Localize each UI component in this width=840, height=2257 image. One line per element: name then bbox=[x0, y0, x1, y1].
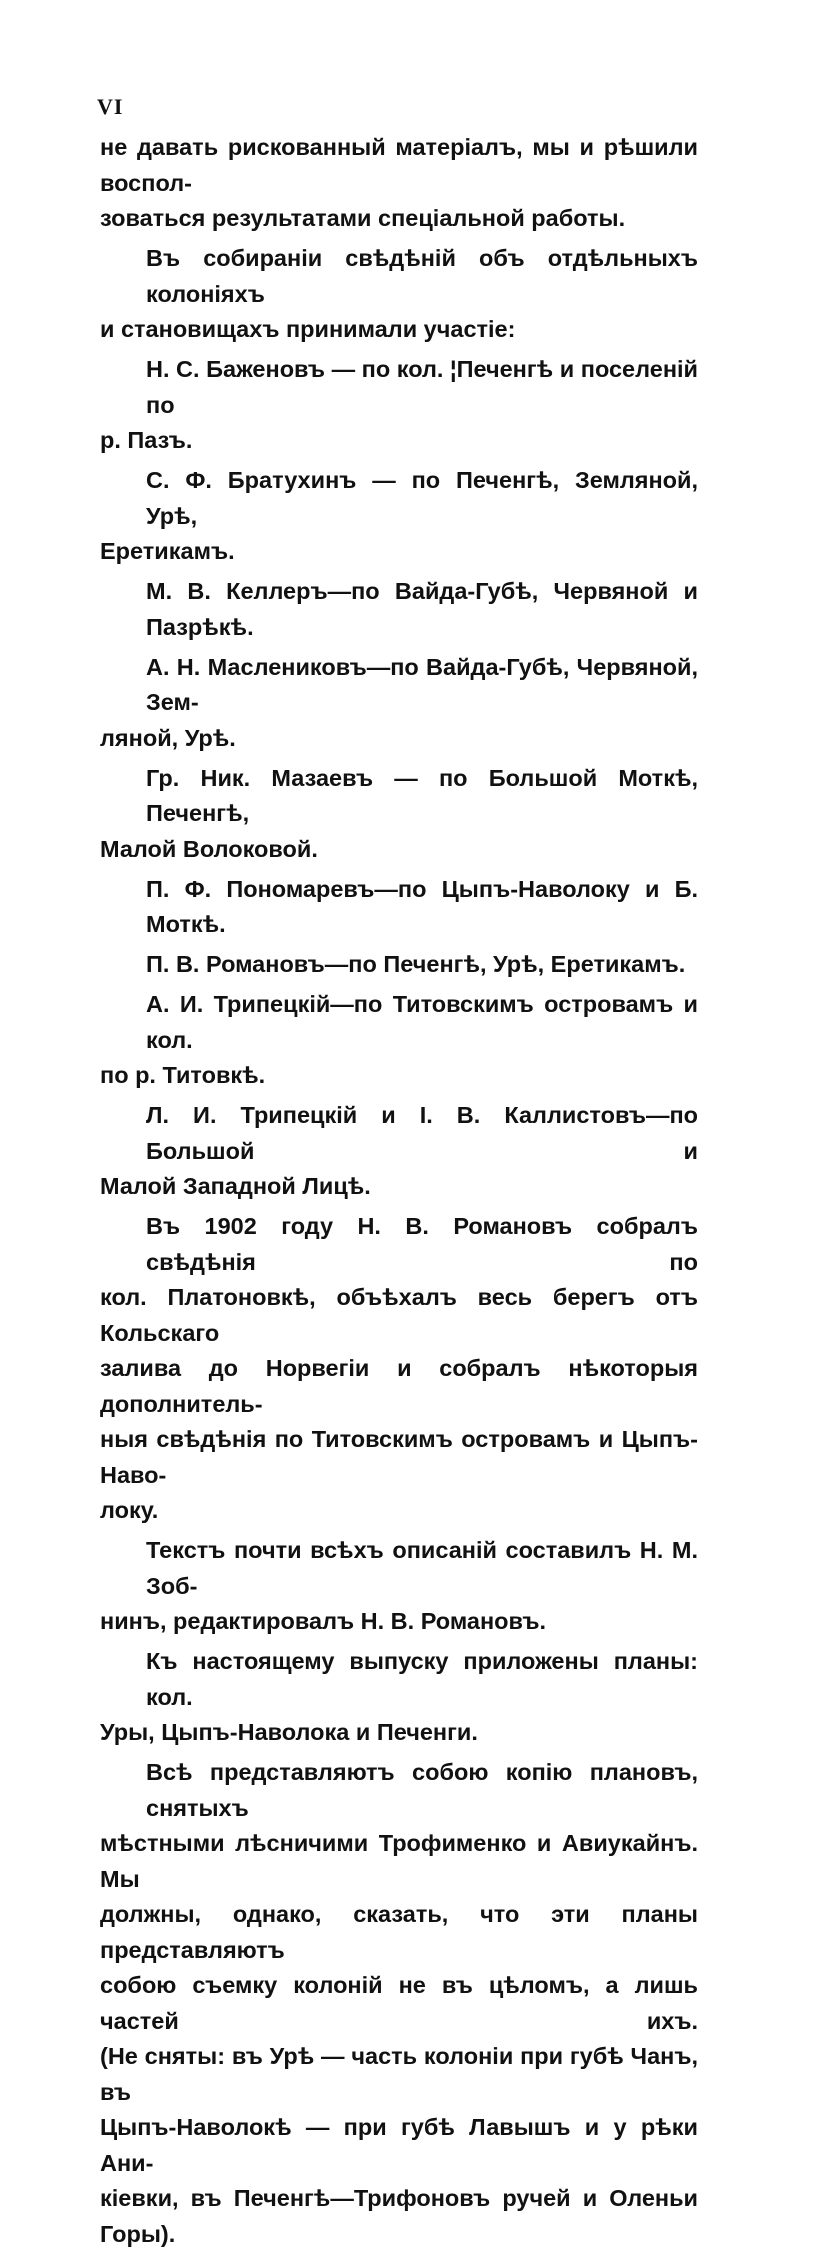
text-line: Малой Западной Лицѣ. bbox=[100, 1173, 371, 1199]
text-line: Въ 1902 году Н. В. Романовъ собралъ свѣдѣнія по bbox=[146, 1213, 698, 1275]
text-line: по р. Титовкѣ. bbox=[100, 1062, 266, 1088]
text-line: мѣстными лѣсничими Трофименко и Авиукайнъ. Мы bbox=[100, 1830, 698, 1892]
text-line: Текстъ почти всѣхъ описаній составилъ Н. М. Зоб- bbox=[146, 1537, 698, 1599]
paragraph bbox=[100, 987, 698, 1094]
text-line: Къ настоящему выпуску приложены планы: кол. bbox=[146, 1648, 698, 1710]
text-line: и становищахъ принимали участіе: bbox=[100, 316, 516, 342]
text-line: нинъ, редактировалъ Н. В. Романовъ. bbox=[100, 1608, 547, 1634]
paragraph bbox=[100, 1533, 698, 1640]
paragraph bbox=[100, 1755, 698, 2252]
text-line: ляной, Урѣ. bbox=[100, 724, 236, 751]
paragraph bbox=[100, 463, 698, 570]
text-line: должны, однако, сказать, что эти планы представляютъ bbox=[100, 1901, 698, 1963]
text-line: ныя свѣдѣнія по Титовскимъ островамъ и Цыпъ-Наво- bbox=[100, 1426, 698, 1488]
text-line: Цыпъ-Наволокѣ — при губѣ Лавышъ и у рѣки Ани- bbox=[100, 2114, 698, 2176]
text-line: М. В. Келлеръ—по Вайда-Губѣ, Червяной и Пазрѣкѣ. bbox=[146, 578, 698, 640]
text-line: Уры, Цыпъ-Наволока и Печенги. bbox=[100, 1719, 478, 1745]
text-line: локу. bbox=[100, 1497, 159, 1523]
paragraph bbox=[100, 650, 698, 757]
text-line: Въ собираніи свѣдѣній объ отдѣльныхъ колоніяхъ bbox=[146, 245, 698, 307]
paragraph bbox=[100, 352, 698, 459]
paragraph bbox=[100, 241, 698, 348]
text-line: Малой Волоковой. bbox=[100, 835, 318, 862]
text-line: зоваться результатами спеціальной работы. bbox=[100, 205, 626, 231]
text-line: С. Ф. Братухинъ — по Печенгѣ, Земляной, Урѣ, bbox=[146, 467, 698, 529]
paragraph bbox=[100, 1098, 698, 1205]
text-line: П. Ф. Пономаревъ—по Цыпъ-Наволоку и Б. Моткѣ. bbox=[146, 875, 698, 937]
text-line: (Не сняты: въ Урѣ — часть колоніи при губѣ Чанъ, въ bbox=[100, 2043, 698, 2105]
text-line: кіевки, въ Печенгѣ—Трифоновъ ручей и Оленьи Горы). bbox=[100, 2185, 698, 2247]
paragraph bbox=[100, 1209, 698, 1529]
page-number: VI bbox=[97, 94, 124, 119]
paragraph bbox=[100, 872, 698, 943]
text-line: А. И. Трипецкій—по Титовскимъ островамъ и кол. bbox=[146, 991, 698, 1053]
text-line: собою съемку колоній не въ цѣломъ, а лишь частей ихъ. bbox=[100, 1972, 698, 2034]
paragraph bbox=[100, 1644, 698, 1751]
text-line: Еретикамъ. bbox=[100, 538, 235, 564]
text-line: П. В. Романовъ—по Печенгѣ, Урѣ, Еретикамъ. bbox=[146, 951, 686, 977]
text-line: А. Н. Маслениковъ—по Вайда-Губѣ, Червяной, Зем- bbox=[146, 653, 698, 715]
paragraph bbox=[100, 574, 698, 645]
paragraph bbox=[100, 130, 698, 237]
text-line: Н. С. Баженовъ — по кол. ¦Печенгѣ и поселеній по bbox=[146, 356, 698, 418]
text-line: Гр. Ник. Мазаевъ — по Большой Моткѣ, Печенгѣ, bbox=[146, 764, 698, 826]
text-line: Всѣ представляютъ собою копію плановъ, снятыхъ bbox=[146, 1759, 698, 1821]
text-line: р. Пазъ. bbox=[100, 427, 193, 453]
text-line: залива до Норвегіи и собралъ нѣкоторыя дополнитель- bbox=[100, 1355, 698, 1417]
text-line: не давать рискованный матеріалъ, мы и рѣшили воспол- bbox=[100, 134, 698, 196]
paragraph bbox=[100, 947, 698, 983]
body-text bbox=[100, 130, 698, 2257]
text-line: кол. Платоновкѣ, объѣхалъ весь берегъ отъ Кольскаго bbox=[100, 1284, 698, 1346]
paragraph bbox=[100, 761, 698, 868]
text-line: Л. И. Трипецкій и І. В. Каллистовъ—по Большой и bbox=[146, 1102, 698, 1164]
